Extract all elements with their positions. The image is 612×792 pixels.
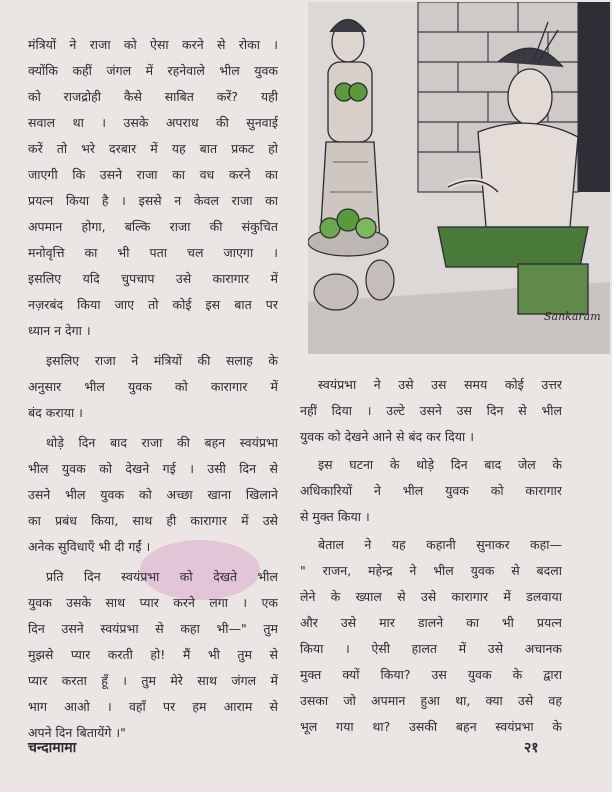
text-line: करें तो भरे दरबार में यह बात प्रकट हो bbox=[28, 141, 278, 156]
paragraph bbox=[300, 452, 562, 530]
text-line: अपने दिन बितायेंगे ।" bbox=[28, 725, 126, 740]
illustration-drawing bbox=[308, 2, 610, 354]
text-line: का प्रबंध किया, साथ ही कारागार में उसे bbox=[28, 513, 278, 528]
text-line: अपमान होगा, बल्कि राजा की संकुचित bbox=[28, 219, 278, 234]
text-line: भूल गया था? उसकी बहन स्वयंप्रभा के bbox=[300, 719, 562, 734]
text-line: लेने के ख्याल से उसे कारागार में डलवाया bbox=[300, 589, 562, 604]
text-line: प्यार करता हूँ । तुम मेरे साथ जंगल में bbox=[28, 673, 278, 688]
text-line: युवक को देखने आने से बंद कर दिया । bbox=[300, 429, 474, 444]
text-line: मुझसे प्यार करती हो! मैं भी तुम से bbox=[28, 647, 278, 662]
text-line: को राजद्रोही कैसे साबित करें? यही bbox=[28, 89, 278, 104]
text-line: मनोवृत्ति का भी पता चल जाएगा । bbox=[28, 245, 278, 260]
text-line: इस घटना के थोड़े दिन बाद जेल के bbox=[318, 457, 562, 472]
text-line: थोड़े दिन बाद राजा की बहन स्वयंप्रभा bbox=[46, 435, 278, 450]
text-line: दिन उसने स्वयंप्रभा से कहा भी—" तुम bbox=[28, 621, 278, 636]
text-line: बेताल ने यह कहानी सुनाकर कहा— bbox=[318, 537, 562, 552]
magazine-name: चन्दामामा bbox=[28, 740, 77, 756]
text-line: नहीं दिया । उल्टे उसने उस दिन से भील bbox=[300, 403, 562, 418]
text-line: भाग आओ । वहाँ पर हम आराम से bbox=[28, 699, 278, 714]
text-line: प्रति दिन स्वयंप्रभा को देखते भील bbox=[46, 569, 278, 584]
text-line: इसलिए राजा ने मंत्रियों की सलाह के bbox=[46, 353, 278, 368]
text-line: उसका जो अपमान हुआ था, क्या उसे वह bbox=[300, 693, 562, 708]
paragraph bbox=[300, 372, 562, 450]
right-column bbox=[300, 372, 562, 740]
text-line: ध्यान न देगा । bbox=[28, 323, 91, 338]
paragraph bbox=[28, 430, 278, 560]
text-line: भील युवक को देखने गई । उसी दिन से bbox=[28, 461, 278, 476]
artist-signature: Sankaram bbox=[544, 310, 601, 323]
text-line: मंत्रियों ने राजा को ऐसा करने से रोका । bbox=[28, 37, 278, 52]
story-illustration bbox=[308, 2, 610, 354]
text-line: नज़रबंद किया जाए तो कोई इस बात पर bbox=[28, 297, 278, 312]
text-line: अनुसार भील युवक को कारागार में bbox=[28, 379, 278, 394]
text-line: " राजन, महेन्द्र ने भील युवक से बदला bbox=[300, 563, 562, 578]
text-line: अधिकारियों ने भील युवक को कारागार bbox=[300, 483, 562, 498]
paragraph bbox=[28, 348, 278, 426]
text-line: उसने भील युवक को अच्छा खाना खिलाने bbox=[28, 487, 278, 502]
text-line: अनेक सुविधाएँ भी दी गईं । bbox=[28, 539, 151, 554]
paragraph bbox=[28, 32, 278, 344]
text-line: और उसे मार डालने का भी प्रयत्न bbox=[300, 615, 562, 630]
paragraph bbox=[300, 532, 562, 740]
text-line: क्योंकि कहीं जंगल में रहनेवाले भील युवक bbox=[28, 63, 278, 78]
text-line: मुक्त क्यों किया? उस युवक के द्वारा bbox=[300, 667, 562, 682]
text-line: स्वयंप्रभा ने उसे उस समय कोई उत्तर bbox=[318, 377, 562, 392]
text-line: से मुक्त किया । bbox=[300, 509, 370, 524]
text-line: जाएगी कि उसने राजा का वध करने का bbox=[28, 167, 278, 182]
text-line: किया । ऐसी हालत में उसे अचानक bbox=[300, 641, 562, 656]
text-line: बंद कराया । bbox=[28, 405, 83, 420]
paragraph bbox=[28, 564, 278, 746]
text-line: युवक उसके साथ प्यार करने लगा । एक bbox=[28, 595, 278, 610]
text-line: इसलिए यदि चुपचाप उसे कारागार में bbox=[28, 271, 278, 286]
left-column bbox=[28, 32, 278, 746]
text-line: प्रयत्न किया है । इससे न केवल राजा का bbox=[28, 193, 278, 208]
text-line: सवाल था । उसके अपराध की सुनवाई bbox=[28, 115, 278, 130]
page-number: २१ bbox=[524, 740, 539, 756]
